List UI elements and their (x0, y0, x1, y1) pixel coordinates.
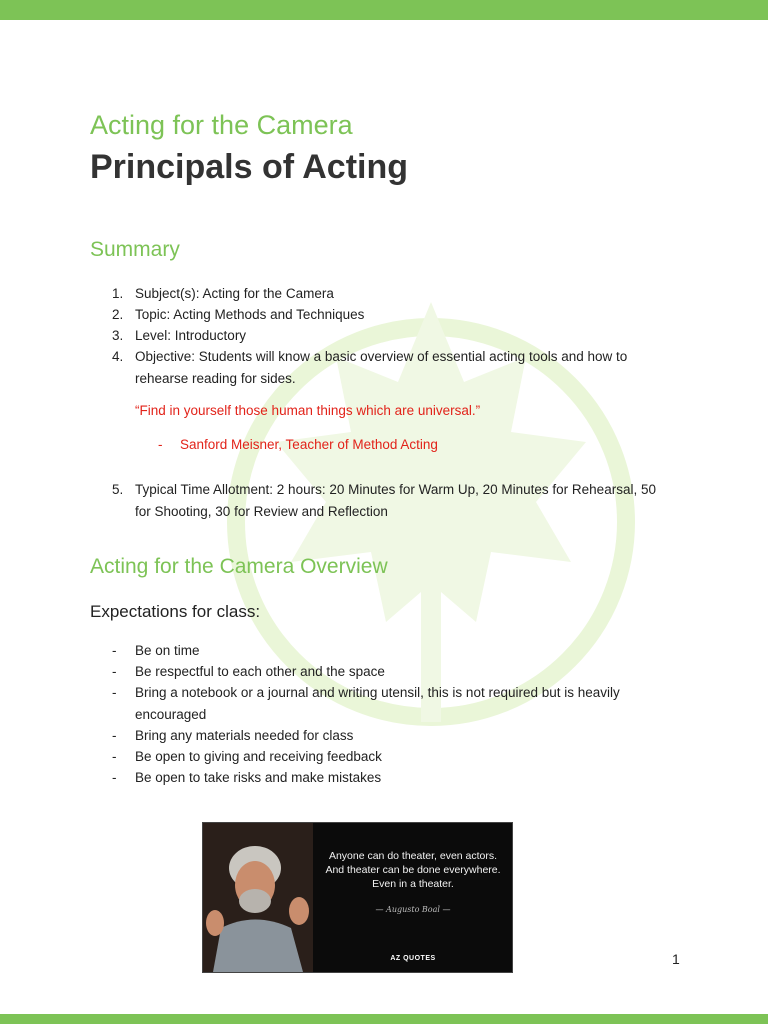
quote-attribution (158, 437, 438, 452)
bullet-dash: - (112, 643, 117, 658)
summary-item-text: Objective: Students will know a basic overview of essential acting tools and how to rehearse reading for sides. (135, 349, 628, 386)
summary-item (112, 304, 672, 326)
summary-item-number: 1. (112, 286, 124, 301)
page-number: 1 (672, 951, 680, 967)
expectation-item (112, 746, 672, 768)
expectations-subheading: Expectations for class: (90, 602, 261, 621)
bullet-dash: - (112, 770, 117, 785)
summary-item-text: Level: Introductory (135, 328, 247, 343)
document-subtitle: Acting for the Camera (90, 110, 353, 140)
overview-heading: Acting for the Camera Overview (90, 555, 388, 578)
document-title: Principals of Acting (90, 148, 409, 186)
expectation-text: Be open to giving and receiving feedback (135, 749, 382, 764)
summary-item-number: 3. (112, 328, 124, 343)
bullet-dash: - (112, 728, 117, 743)
expectation-item (112, 640, 672, 662)
summary-item (112, 325, 672, 347)
summary-item-number: 2. (112, 307, 124, 322)
expectation-text: Be on time (135, 643, 200, 658)
expectation-text: Be respectful to each other and the space (135, 664, 385, 679)
quote-image-signature: — Augusto Boal — (375, 905, 451, 914)
top-accent-bar (0, 0, 768, 20)
bullet-dash: - (112, 664, 117, 679)
quote-image-text: Anyone can do theater, even actors. And theater can be done everywhere. Even in a theater. (325, 850, 501, 890)
attribution-text: Sanford Meisner, Teacher of Method Acting (180, 437, 438, 452)
augusto-boal-quote-image (202, 822, 513, 973)
portrait-photo (203, 823, 313, 972)
expectation-text: Bring a notebook or a journal and writing utensil, this is not required but is heavily encouraged (135, 685, 620, 722)
bottom-accent-bar (0, 1014, 768, 1024)
bullet-dash: - (112, 749, 117, 764)
expectation-item (112, 661, 672, 683)
meisner-quote: “Find in yourself those human things which are universal.” (135, 403, 481, 418)
expectation-text: Bring any materials needed for class (135, 728, 354, 743)
summary-item (112, 283, 672, 305)
summary-item-number: 4. (112, 349, 124, 364)
expectation-text: Be open to take risks and make mistakes (135, 770, 382, 785)
summary-item-number: 5. (112, 482, 124, 497)
summary-item (112, 346, 672, 389)
expectation-item (112, 767, 672, 789)
bullet-dash: - (112, 685, 117, 700)
summary-item-text: Topic: Acting Methods and Techniques (135, 307, 365, 322)
summary-item-text: Typical Time Allotment: 2 hours: 20 Minutes for Warm Up, 20 Minutes for Rehearsal, 50 for Shooting, 30 for Review and Reflection (135, 482, 656, 519)
summary-item (112, 479, 672, 522)
summary-item-text: Subject(s): Acting for the Camera (135, 286, 334, 301)
attribution-dash: - (158, 437, 163, 452)
azquotes-logo: AZ QUOTES (390, 955, 436, 962)
summary-heading: Summary (90, 238, 180, 261)
expectation-item (112, 682, 672, 725)
expectation-item (112, 725, 672, 747)
